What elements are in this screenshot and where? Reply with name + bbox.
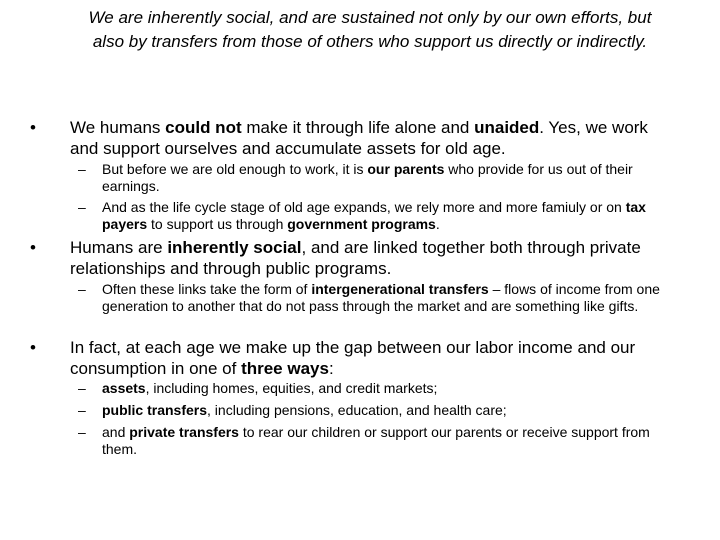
- emphasis-unaided: unaided: [474, 118, 540, 137]
- bullet-3: [30, 337, 670, 379]
- text-run: and: [102, 424, 130, 440]
- text-run: , and are linked together both through private relationships and through public programs.: [70, 238, 641, 278]
- sub-bullet-3-1: [78, 380, 688, 397]
- emphasis-assets: assets: [102, 380, 146, 396]
- text-run: Humans are: [70, 238, 168, 257]
- text-run: who provide for us out of their earnings.: [102, 161, 633, 194]
- bullet-1-text: [70, 117, 670, 159]
- text-run: .: [435, 216, 440, 232]
- sub-bullet-1-1: [78, 161, 688, 195]
- slide-title: [40, 6, 700, 54]
- text-run: to support us through: [147, 216, 288, 232]
- bullet-1: [30, 117, 670, 159]
- emphasis-could-not: could not: [165, 118, 242, 137]
- emphasis-our-parents: our parents: [367, 161, 445, 177]
- sub-bullet-1-2-text: [102, 199, 688, 233]
- sub-bullet-3-1-text: [102, 380, 688, 397]
- dash-marker: –: [78, 281, 86, 297]
- emphasis-public-transfers: public transfers: [102, 402, 208, 418]
- sub-bullet-1-1-text: [102, 161, 688, 195]
- bullet-marker: •: [30, 118, 36, 137]
- sub-bullet-2-1: [78, 281, 688, 315]
- text-run: – flows of income from one generation to another that do not pass through the market and are something like gifts.: [102, 281, 660, 314]
- text-run: In fact, at each age we make up the gap between our labor income and our consumption in one of: [70, 338, 636, 378]
- text-run: to rear our children or support our parents or receive support from them.: [102, 424, 650, 457]
- text-run: And as the life cycle stage of old age expands, we rely more and more famiuly or on: [102, 199, 626, 215]
- text-run: make it through life alone and: [241, 118, 475, 137]
- bullet-2-text: [70, 237, 670, 279]
- bullet-marker: •: [30, 238, 36, 257]
- text-run: , including homes, equities, and credit markets;: [145, 380, 438, 396]
- dash-marker: –: [78, 402, 86, 418]
- bullet-3-text: [70, 337, 670, 379]
- title-line-2: also by transfers from those of others who support us directly or indirectly.: [92, 32, 648, 51]
- emphasis-government-programs: government programs: [287, 216, 436, 232]
- text-run: , including pensions, education, and health care;: [207, 402, 507, 418]
- sub-bullet-3-3-text: [102, 424, 688, 458]
- dash-marker: –: [78, 380, 86, 396]
- text-run: But before we are old enough to work, it is: [102, 161, 368, 177]
- dash-marker: –: [78, 161, 86, 177]
- emphasis-tax-payers: tax payers: [102, 199, 646, 232]
- sub-bullet-1-2: [78, 199, 688, 233]
- sub-bullet-3-2-text: [102, 402, 688, 419]
- sub-bullet-3-2: [78, 402, 688, 419]
- text-run: Often these links take the form of: [102, 281, 312, 297]
- sub-bullet-3-3: [78, 424, 688, 458]
- emphasis-intergenerational-transfers: intergenerational transfers: [311, 281, 489, 297]
- text-run: :: [328, 359, 334, 378]
- emphasis-private-transfers: private transfers: [129, 424, 239, 440]
- dash-marker: –: [78, 424, 86, 440]
- sub-bullet-2-1-text: [102, 281, 688, 315]
- emphasis-inherently-social: inherently social: [167, 238, 302, 257]
- text-run: . Yes, we work and support ourselves and accumulate assets for old age.: [70, 118, 648, 158]
- bullet-2: [30, 237, 670, 279]
- text-run: We humans: [70, 118, 166, 137]
- bullet-marker: •: [30, 338, 36, 357]
- title-line-1: We are inherently social, and are sustained not only by our own efforts, but: [88, 8, 652, 27]
- dash-marker: –: [78, 199, 86, 215]
- emphasis-three-ways: three ways: [241, 359, 329, 378]
